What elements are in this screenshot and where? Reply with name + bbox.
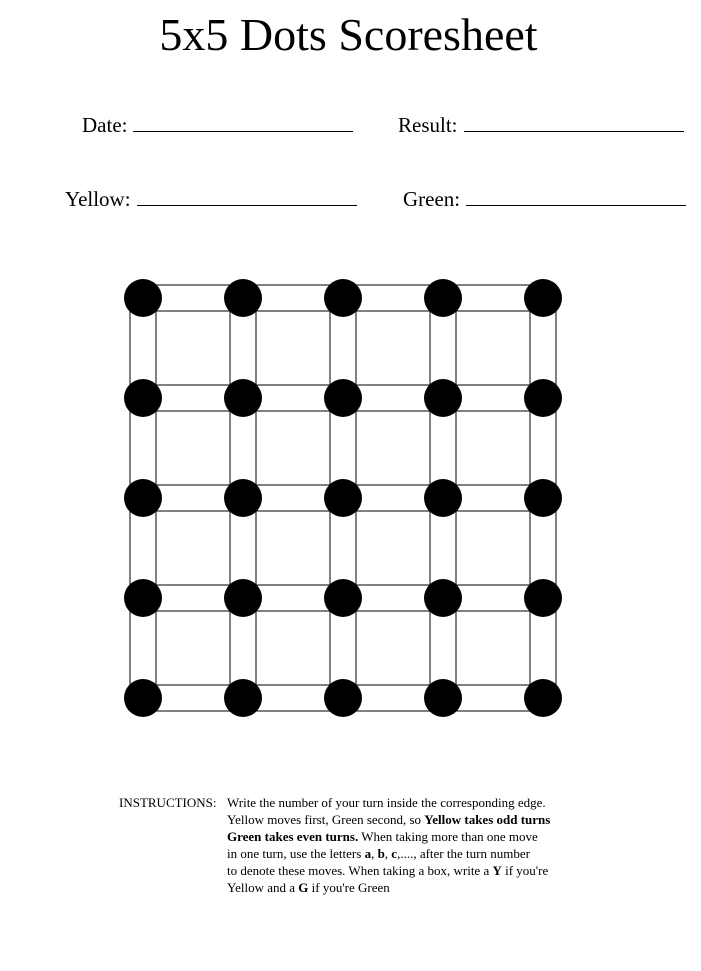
instruction-bold-text: Y (492, 863, 502, 878)
grid-dot (124, 379, 162, 417)
grid-dot (224, 679, 262, 717)
instructions-label: INSTRUCTIONS: (119, 795, 217, 810)
grid-dot (524, 579, 562, 617)
instruction-bold-text: c (391, 846, 398, 861)
instruction-bold-text: Yellow takes odd turns (424, 812, 551, 827)
grid-dot (524, 479, 562, 517)
instruction-bold-text: Green takes even turns. (227, 829, 359, 844)
grid-dot (224, 579, 262, 617)
grid-dot (424, 679, 462, 717)
grid-dot (124, 679, 162, 717)
instruction-bold-text: b (377, 846, 385, 861)
grid-dot (324, 679, 362, 717)
instruction-text: if you're Green (308, 880, 390, 895)
instruction-line (227, 845, 647, 862)
green-label: Green: (403, 187, 461, 211)
grid-dot (124, 579, 162, 617)
grid-dot (324, 379, 362, 417)
grid-dot (124, 279, 162, 317)
grid-dot (424, 379, 462, 417)
page-title: 5x5 Dots Scoresheet (159, 9, 538, 60)
grid-dot (524, 679, 562, 717)
grid-dot (424, 279, 462, 317)
instruction-line (227, 828, 647, 845)
grid-dot (424, 579, 462, 617)
instruction-text: Write the number of your turn inside the corresponding edge. (227, 795, 546, 810)
instruction-bold-text: a (364, 846, 372, 861)
instruction-text: to denote these moves. When taking a box, write a (227, 863, 493, 878)
instruction-line (227, 862, 647, 879)
grid-dot (524, 379, 562, 417)
instruction-text: Yellow moves first, Green second, so (227, 812, 425, 827)
grid-dot (324, 479, 362, 517)
instructions-text (227, 794, 647, 896)
instruction-text: if you're (501, 863, 549, 878)
instruction-bold-text: G (298, 880, 309, 895)
grid-dot (324, 279, 362, 317)
instruction-text: ,...., after the turn number (397, 846, 530, 861)
instruction-line (227, 794, 647, 811)
date-label: Date: (82, 113, 128, 137)
grid-dot (524, 279, 562, 317)
instruction-text: Yellow and a (227, 880, 299, 895)
instruction-text: in one turn, use the letters (227, 846, 365, 861)
instruction-text: When taking more than one move (358, 829, 538, 844)
instruction-line (227, 879, 647, 896)
instruction-line (227, 811, 647, 828)
instruction-text: , (371, 846, 378, 861)
grid-dot (324, 579, 362, 617)
grid-dot (424, 479, 462, 517)
yellow-label: Yellow: (65, 187, 131, 211)
grid-dot (224, 479, 262, 517)
grid-dot (224, 379, 262, 417)
grid-dot (224, 279, 262, 317)
result-label: Result: (398, 113, 458, 137)
grid-dot (124, 479, 162, 517)
instruction-text: , (384, 846, 392, 861)
